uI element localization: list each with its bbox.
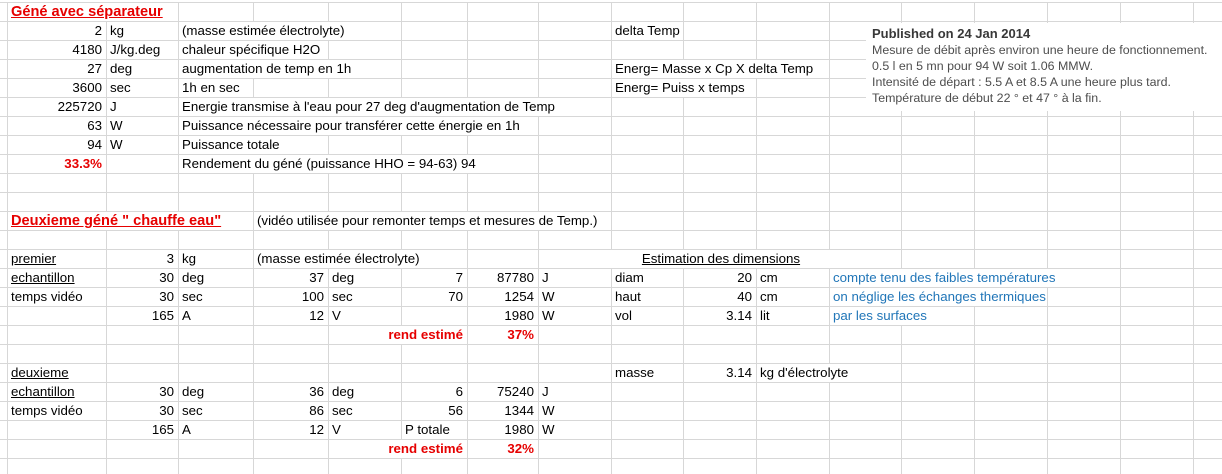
published-note [866,23,1222,111]
cell-B15[interactable]: echantillon [11,270,75,285]
cell-C14[interactable]: 3 [166,251,174,266]
cell-D17[interactable]: A [182,308,191,323]
cell-B14[interactable]: premier [11,251,57,266]
cell-J14[interactable]: Estimation des dimensions [611,250,831,268]
cell-D15[interactable]: deg [182,270,205,285]
cell-M16[interactable]: on néglige les échanges thermiques [833,289,1046,304]
cell-I23[interactable]: W [542,422,555,437]
cell-B6[interactable]: 225720 [57,99,102,114]
cell-E17[interactable]: 12 [309,308,324,323]
cell-G24[interactable]: rend estimé [388,441,463,456]
cell-D3[interactable]: chaleur spécifique H2O [182,42,321,57]
note-line: 0.5 l en 5 mn pour 94 W soit 1.06 MMW. [872,59,1094,73]
cell-B16[interactable]: temps vidéo [11,289,83,304]
cell-F17[interactable]: V [332,308,341,323]
gridline [7,2,8,474]
cell-J16[interactable]: haut [615,289,641,304]
cell-B8[interactable]: 94 [87,137,102,152]
cell-L15[interactable]: cm [760,270,778,285]
cell-C5[interactable]: sec [110,80,131,95]
cell-F22[interactable]: sec [332,403,353,418]
cell-H16[interactable]: 1254 [504,289,534,304]
cell-D2[interactable]: (masse estimée électrolyte) [182,23,345,38]
published-note-body [872,42,1222,106]
cell-B1[interactable]: Géné avec séparateur [11,4,163,20]
gridline [467,2,468,474]
cell-E14[interactable]: (masse estimée électrolyte) [257,251,420,266]
gridline [0,325,1222,326]
cell-J20[interactable]: masse [615,365,655,380]
gridline [0,458,1222,459]
gridline [829,2,830,474]
cell-C8[interactable]: W [110,137,123,152]
cell-K16[interactable]: 40 [737,289,752,304]
cell-B20[interactable]: deuxieme [11,365,69,380]
cell-B12[interactable]: Deuxieme géné " chauffe eau" [11,213,222,229]
gridline [538,2,539,474]
cell-C15[interactable]: 30 [159,270,174,285]
cell-I22[interactable]: W [542,403,555,418]
cell-D14[interactable]: kg [182,251,197,266]
cell-F15[interactable]: deg [332,270,355,285]
cell-I21[interactable]: J [542,384,549,399]
cell-E23[interactable]: 12 [309,422,324,437]
cell-M17[interactable]: par les surfaces [833,308,927,323]
cell-H21[interactable]: 75240 [497,384,534,399]
cell-B3[interactable]: 4180 [72,42,102,57]
cell-G15[interactable]: 7 [455,270,463,285]
note-line: Mesure de débit après environ une heure de fonctionnement. [872,43,1208,57]
gridline [178,2,179,474]
cell-D8[interactable]: Puissance totale [182,137,280,152]
cell-J15[interactable]: diam [615,270,644,285]
cell-G21[interactable]: 6 [455,384,463,399]
cell-G18[interactable]: rend estimé [388,327,463,342]
cell-J4[interactable]: Energ= Masse x Cp X delta Temp [615,61,814,76]
cell-C17[interactable]: 165 [151,308,174,323]
cell-C2[interactable]: kg [110,23,125,38]
cell-D5[interactable]: 1h en sec [182,80,240,95]
cell-J5[interactable]: Energ= Puiss x temps [615,80,745,95]
cell-E16[interactable]: 100 [301,289,324,304]
cell-I15[interactable]: J [542,270,549,285]
cell-L16[interactable]: cm [760,289,778,304]
note-line: Température de début 22 ° et 47 ° à la fin. [872,91,1102,105]
cell-J2[interactable]: delta Temp [615,23,680,38]
cell-C7[interactable]: W [110,118,123,133]
cell-E21[interactable]: 36 [309,384,324,399]
cell-D22[interactable]: sec [182,403,203,418]
gridline [0,230,1222,231]
cell-D9[interactable]: Rendement du géné (puissance HHO = 94-63) 94 [182,156,476,171]
cell-C3[interactable]: J/kg.deg [110,42,161,57]
gridline [0,363,1222,364]
gridline [0,173,1222,174]
cell-B7[interactable]: 63 [87,118,102,133]
cell-J17[interactable]: vol [615,308,632,323]
cell-C16[interactable]: 30 [159,289,174,304]
cell-K15[interactable]: 20 [737,270,752,285]
cell-L17[interactable]: lit [760,308,770,323]
cell-B22[interactable]: temps vidéo [11,403,83,418]
gridline [0,439,1222,440]
gridline [611,2,612,474]
cell-M15[interactable]: compte tenu des faibles températures [833,270,1056,285]
cell-E22[interactable]: 86 [309,403,324,418]
cell-B2[interactable]: 2 [94,23,102,38]
gridline [401,2,402,474]
cell-B5[interactable]: 3600 [72,80,102,95]
cell-F16[interactable]: sec [332,289,353,304]
gridline [0,2,1222,3]
cell-D6[interactable]: Energie transmise à l'eau pour 27 deg d'augmentation de Temp [182,99,555,114]
cell-C6[interactable]: J [110,99,117,114]
cell-D21[interactable]: deg [182,384,205,399]
cell-B9[interactable]: 33.3% [64,156,102,171]
cell-H23[interactable]: 1980 [504,422,534,437]
cell-H17[interactable]: 1980 [504,308,534,323]
cell-B21[interactable]: echantillon [11,384,75,399]
cell-G23[interactable]: P totale [405,422,450,437]
cell-C22[interactable]: 30 [159,403,174,418]
cell-G16[interactable]: 70 [448,289,463,304]
cell-H22[interactable]: 1344 [504,403,534,418]
published-note-title: Published on 24 Jan 2014 [872,26,1031,41]
cell-E15[interactable]: 37 [309,270,324,285]
cell-H15[interactable]: 87780 [497,270,534,285]
cell-H24[interactable]: 32% [507,441,534,456]
cell-D16[interactable]: sec [182,289,203,304]
note-line: Intensité de départ : 5.5 A et 8.5 A une heure plus tard. [872,75,1171,89]
cell-G22[interactable]: 56 [448,403,463,418]
gridline [0,192,1222,193]
cell-C23[interactable]: 165 [151,422,174,437]
cell-K17[interactable]: 3.14 [726,308,752,323]
cell-K20[interactable]: 3.14 [726,365,752,380]
cell-I16[interactable]: W [542,289,555,304]
cell-D7[interactable]: Puissance nécessaire pour transférer cette énergie en 1h [182,118,520,133]
cell-L20[interactable]: kg d'électrolyte [760,365,849,380]
cell-D4[interactable]: augmentation de temp en 1h [182,61,352,76]
gridline [0,344,1222,345]
cell-H18[interactable]: 37% [507,327,534,342]
cell-I17[interactable]: W [542,308,555,323]
cell-B4[interactable]: 27 [87,61,102,76]
gridline [106,2,107,474]
cell-D23[interactable]: A [182,422,191,437]
cell-F23[interactable]: V [332,422,341,437]
cell-C4[interactable]: deg [110,61,133,76]
cell-F21[interactable]: deg [332,384,355,399]
cell-E12[interactable]: (vidéo utilisée pour remonter temps et mesures de Temp.) [257,213,598,228]
cell-C21[interactable]: 30 [159,384,174,399]
